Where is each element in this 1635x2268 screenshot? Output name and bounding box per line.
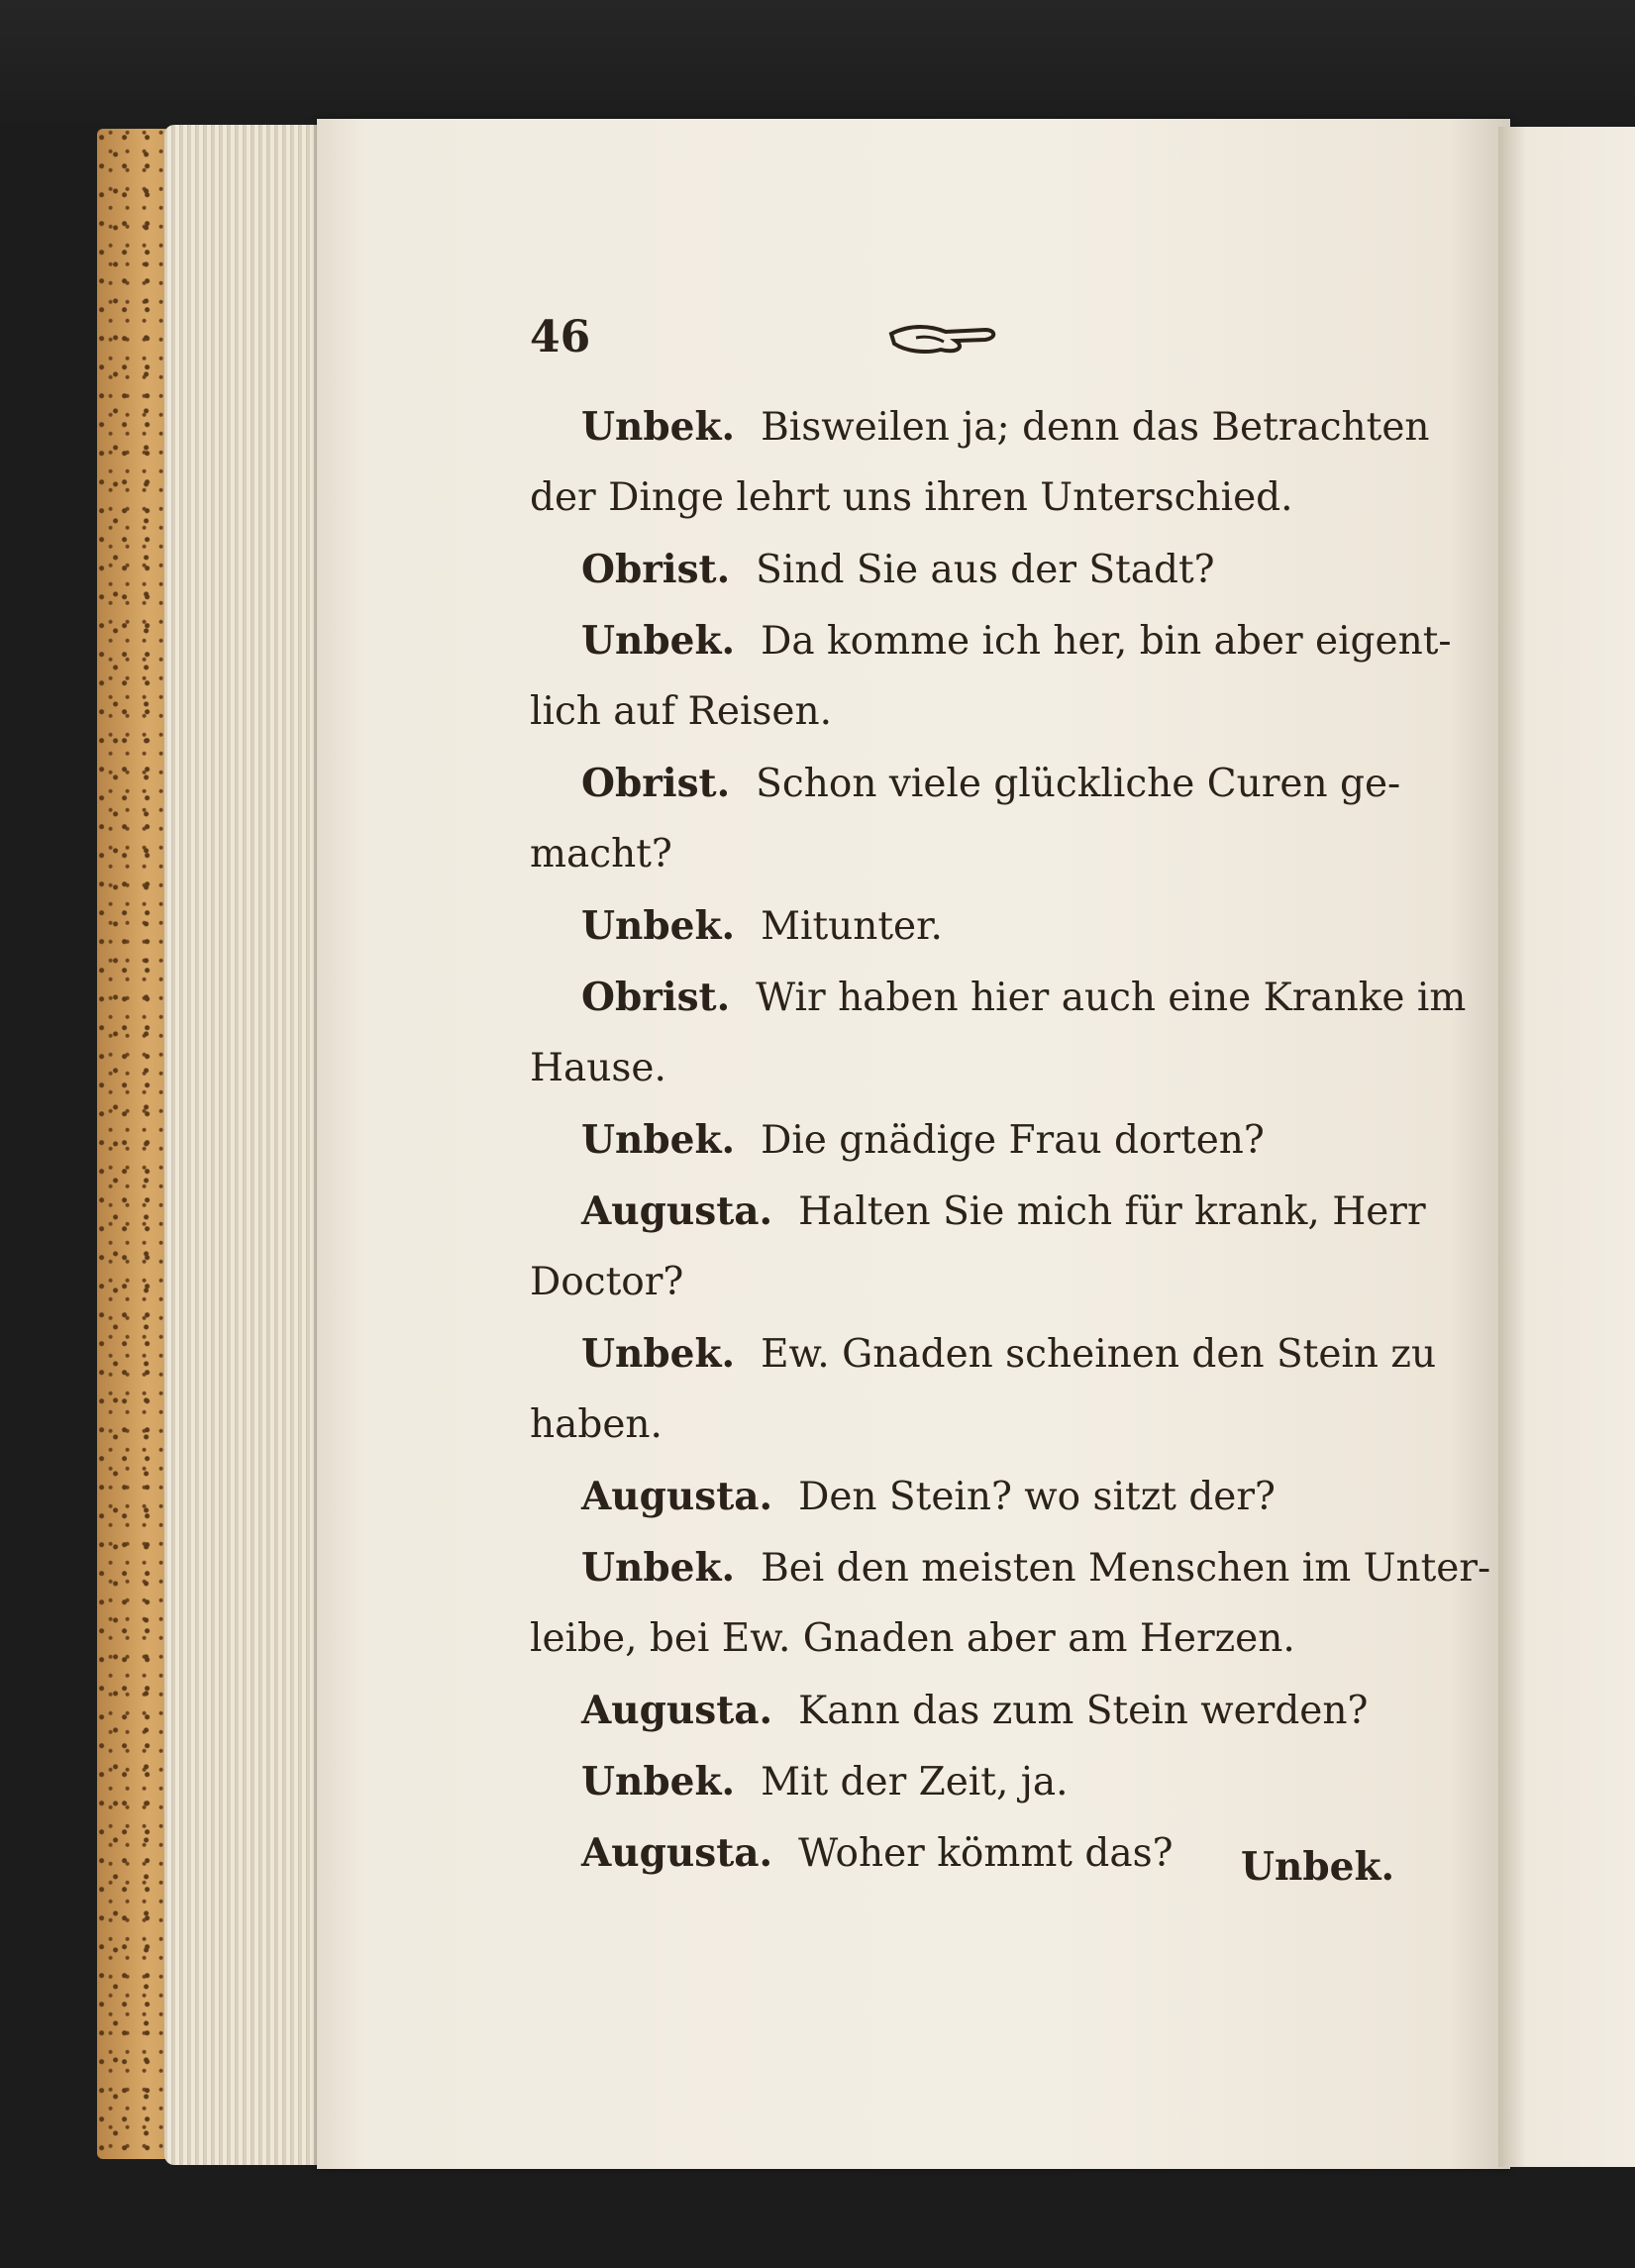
speech-line bbox=[530, 1318, 1437, 1390]
line-text: Wir haben hier auch eine Kranke im bbox=[756, 976, 1467, 1020]
speech-line bbox=[530, 1746, 1354, 1817]
speaker-name: Unbek. bbox=[581, 1759, 736, 1804]
speech-line bbox=[530, 391, 1430, 463]
continuation-line bbox=[530, 1390, 1354, 1461]
right-page-edge bbox=[1498, 127, 1635, 2167]
line-text: Woher kömmt das? bbox=[798, 1831, 1174, 1876]
speech-line bbox=[530, 1817, 1354, 1889]
line-text: Mitunter. bbox=[761, 904, 943, 949]
dialogue-text bbox=[530, 391, 1491, 1889]
continuation-line bbox=[530, 1603, 1354, 1675]
speaker-name: Unbek. bbox=[581, 618, 736, 664]
speaker-name: Unbek. bbox=[581, 1331, 736, 1377]
speech-line bbox=[530, 605, 1452, 676]
page-header bbox=[530, 312, 1352, 371]
speech-line bbox=[530, 962, 1467, 1033]
backdrop bbox=[0, 0, 1635, 124]
speech-line bbox=[530, 1176, 1426, 1247]
line-text: Mit der Zeit, ja. bbox=[761, 1760, 1069, 1804]
speech-line bbox=[530, 890, 1354, 962]
line-text: Den Stein? wo sitzt der? bbox=[798, 1475, 1276, 1519]
speaker-name: Obrist. bbox=[581, 761, 731, 806]
line-text: Bisweilen ja; denn das Betrachten bbox=[761, 405, 1430, 450]
speaker-name: Augusta. bbox=[581, 1830, 773, 1876]
continuation-line bbox=[530, 1033, 1354, 1104]
line-text: Doctor? bbox=[530, 1260, 684, 1304]
speech-line bbox=[530, 1675, 1369, 1746]
line-text: lich auf Reisen. bbox=[530, 689, 833, 734]
hand-ornament-icon bbox=[886, 314, 1005, 363]
page-number: 46 bbox=[530, 312, 591, 362]
line-text: Halten Sie mich für krank, Herr bbox=[798, 1189, 1426, 1234]
line-text: Da komme ich her, bin aber eigent- bbox=[761, 619, 1452, 664]
line-text: Kann das zum Stein werden? bbox=[798, 1689, 1369, 1733]
speech-line bbox=[530, 1532, 1491, 1603]
speech-line bbox=[530, 1104, 1354, 1176]
speaker-name: Augusta. bbox=[581, 1188, 773, 1234]
continuation-line bbox=[530, 1247, 1354, 1318]
line-text: Bei den meisten Menschen im Unter- bbox=[761, 1546, 1491, 1591]
line-text: Sind Sie aus der Stadt? bbox=[756, 548, 1215, 592]
speaker-name: Augusta. bbox=[581, 1474, 773, 1519]
line-text: Die gnädige Frau dorten? bbox=[761, 1118, 1265, 1163]
speech-line bbox=[530, 534, 1354, 605]
speaker-name: Unbek. bbox=[581, 1545, 736, 1591]
line-text: Schon viele glückliche Curen ge- bbox=[756, 762, 1401, 806]
speech-line bbox=[530, 748, 1401, 819]
continuation-line bbox=[530, 819, 1354, 890]
line-text: der Dinge lehrt uns ihren Unterschied. bbox=[530, 475, 1293, 520]
continuation-line bbox=[530, 463, 1354, 534]
speaker-name: Obrist. bbox=[581, 547, 731, 592]
catchword: Unbek. bbox=[1241, 1844, 1395, 1890]
line-text: leibe, bei Ew. Gnaden aber am Herzen. bbox=[530, 1616, 1295, 1661]
speaker-name: Unbek. bbox=[581, 404, 736, 450]
line-text: Ew. Gnaden scheinen den Stein zu bbox=[761, 1332, 1437, 1377]
speaker-name: Unbek. bbox=[581, 1117, 736, 1163]
line-text: macht? bbox=[530, 832, 672, 876]
line-text: Hause. bbox=[530, 1046, 666, 1090]
continuation-line bbox=[530, 676, 1354, 748]
line-text: haben. bbox=[530, 1402, 663, 1447]
speaker-name: Unbek. bbox=[581, 903, 736, 949]
speaker-name: Obrist. bbox=[581, 975, 731, 1020]
speech-line bbox=[530, 1461, 1354, 1532]
speaker-name: Augusta. bbox=[581, 1688, 773, 1733]
